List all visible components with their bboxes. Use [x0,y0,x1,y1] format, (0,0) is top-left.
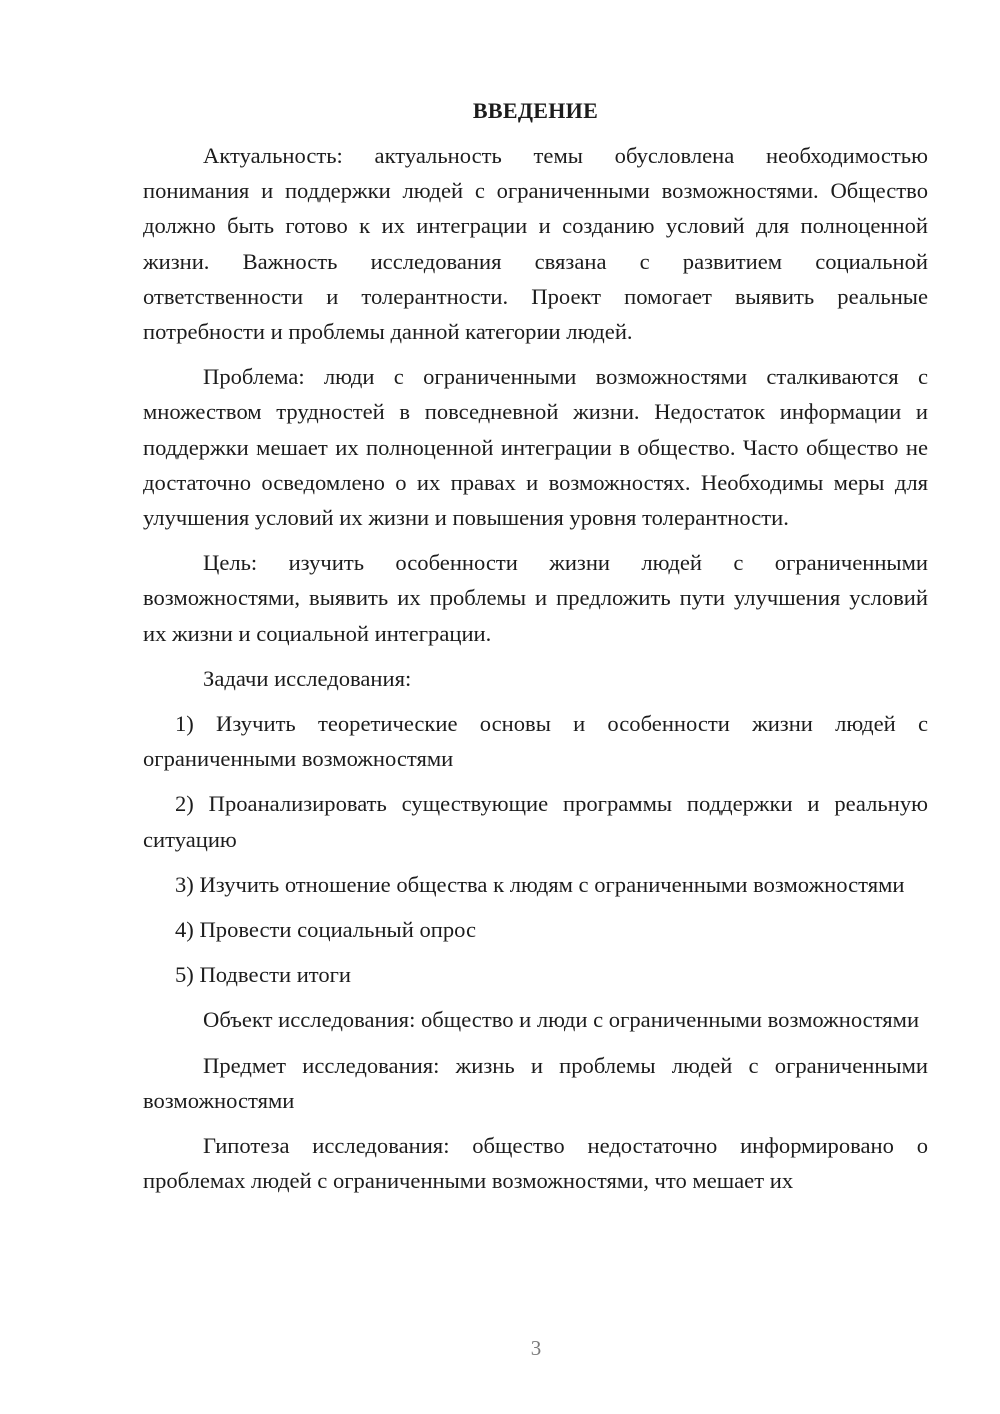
subject-paragraph: Предмет исследования: жизнь и проблемы людей с ограниченными возможностями [143,1052,928,1113]
hypothesis-paragraph: Гипотеза исследования: общество недостаточно информировано о проблемах людей с ограниченными возможностями, что мешает их [143,1133,928,1194]
page-content [143,96,928,1208]
goal-paragraph: Цель: изучить особенности жизни людей с ограниченными возможностями, выявить их проблемы и предложить пути улучшения условий их жизни и социальной интеграции. [143,550,928,646]
task-item: 1) Изучить теоретические основы и особенности жизни людей с ограниченными возможностями [143,711,928,772]
relevance-paragraph: Актуальность: актуальность темы обусловлена необходимостью понимания и поддержки людей с ограниченными возможностями. Общество должно быть готово к их интеграции и созданию условий для полноценной жизни. Важность исследования связана с развитием социальной ответственности и толерантности. Проект помогает выявить реальные потребности и проблемы данной категории людей. [143,143,928,345]
task-item: 2) Проанализировать существующие программы поддержки и реальную ситуацию [143,791,928,852]
task-item: 4) Провести социальный опрос [175,917,477,943]
page-number: 3 [530,1336,542,1360]
tasks-title: Задачи исследования: [203,665,412,691]
task-item: 5) Подвести итоги [175,962,352,988]
task-item: 3) Изучить отношение общества к людям с ограниченными возможностями [175,871,905,897]
problem-paragraph: Проблема: люди с ограниченными возможностями сталкиваются с множеством трудностей в повседневной жизни. Недостаток информации и поддержки мешает их полноценной интеграции в общество. Часто общество не достаточно осведомлено о их правах и возможностях. Необходимы меры для улучшения условий их жизни и повышения уровня толерантности. [143,364,928,531]
object-paragraph: Объект исследования: общество и люди с ограниченными возможностями [203,1007,920,1033]
page-heading: ВВЕДЕНИЕ [472,98,599,123]
